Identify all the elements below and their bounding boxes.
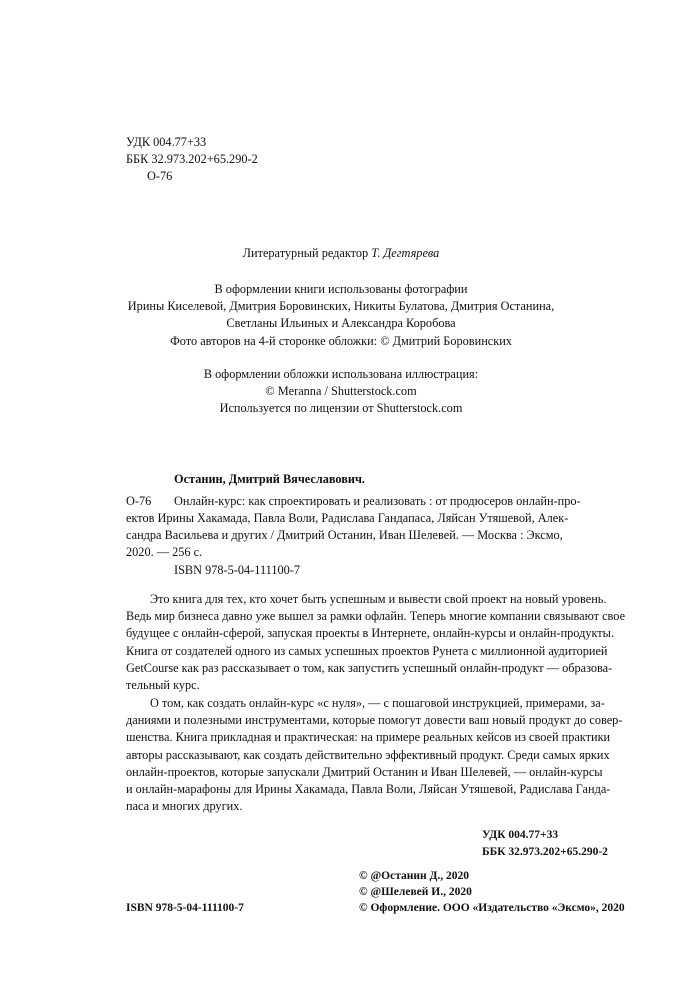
copyright-line: © @Останин Д., 2020 — [359, 870, 470, 882]
catalog-description-cont — [126, 510, 569, 562]
annotation-line: Книга от создателей одного из самых успешных проектов Рунета с миллионной аудиторией — [126, 643, 608, 658]
catalog-description-line: Онлайн-курс: как спроектировать и реализовать : от продюсеров онлайн-про- — [174, 494, 581, 508]
photo-credit-line: В оформлении книги использованы фотографии — [214, 282, 468, 296]
annotation-line: онлайн-проектов, которые запускали Дмитрий Останин и Иван Шелевей, — онлайн-курсы — [126, 764, 603, 779]
udk-code-bottom: УДК 004.77+33 — [482, 829, 559, 841]
photo-credit-line: Фото авторов на 4-й сторонке обложки: © Дмитрий Боровинских — [170, 333, 512, 348]
author-mark: О-76 — [147, 169, 173, 184]
editor-label: Литературный редактор — [242, 246, 369, 260]
annotation-line: О том, как создать онлайн-курс «с нуля», — с пошаговой инструкцией, примерами, за- — [150, 696, 605, 710]
annotation-line: паса и многих других. — [126, 799, 243, 814]
photo-credit-line: Светланы Ильиных и Александра Коробова — [226, 316, 456, 331]
catalog-author-heading: Останин, Дмитрий Вячеславович. — [174, 472, 365, 486]
annotation-line: даниями и полезными инструментами, которые помогут довести ваш новый продукт до совер- — [126, 713, 623, 728]
cover-credit-line: © Meranna / Shutterstock.com — [265, 384, 417, 399]
editor-credit — [0, 245, 682, 262]
annotation-paragraph-1 — [126, 591, 626, 694]
annotation-line: авторы рассказывают, как создать действительно эффективный продукт. Среди самых ярких — [126, 747, 610, 762]
cover-credits — [0, 366, 682, 418]
catalog-description-line: сандра Васильева и других / Дмитрий Останин, Иван Шелевей. — Москва : Эксмо, — [126, 528, 563, 543]
catalog-description-line: ектов Ирины Хакамада, Павла Воли, Радислава Гандапаса, Ляйсан Утяшевой, Алек- — [126, 511, 569, 525]
copyright-line: © @Шелевей И., 2020 — [359, 886, 472, 898]
annotation-line: тельный курс. — [126, 678, 200, 693]
catalog-mark: О-76 — [126, 494, 152, 508]
annotation-line: будущее с онлайн-сферой, запуская проекты в Интернете, онлайн-курсы и онлайн-продукты. — [126, 626, 615, 641]
annotation-line: шенства. Книга прикладная и практическая: на примере реальных кейсов из своей практики — [126, 730, 611, 745]
cover-credit-line: В оформлении обложки использована иллюстрация: — [203, 367, 479, 381]
photo-credit-line: Ирины Киселевой, Дмитрия Боровинских, Никиты Булатова, Дмитрия Останина, — [127, 299, 555, 314]
copyright-block — [359, 868, 625, 916]
catalog-description-line: 2020. — 256 с. — [126, 545, 203, 560]
annotation-paragraph-2 — [126, 695, 623, 815]
bottom-isbn: ISBN 978-5-04-111100-7 — [126, 902, 244, 914]
copyright-line: © Оформление. ООО «Издательство «Эксмо», 2020 — [359, 902, 625, 914]
annotation-line: Это книга для тех, кто хочет быть успешным и вывести свой проект на новый уровень. — [150, 592, 607, 606]
editor-name: Т. Дегтярева — [371, 246, 440, 260]
udk-code: УДК 004.77+33 — [126, 135, 207, 149]
catalog-isbn: ISBN 978-5-04-111100-7 — [174, 563, 301, 577]
cover-credit-line: Используется по лицензии от Shutterstock.com — [219, 401, 463, 416]
annotation-line: GetCourse как раз рассказывает о том, как запустить успешный онлайн-продукт — образова- — [126, 660, 613, 675]
bbk-code-bottom: ББК 32.973.202+65.290-2 — [482, 846, 608, 859]
top-classification-codes — [126, 134, 258, 186]
annotation-line: Ведь мир бизнеса давно уже вышел за рамки офлайн. Теперь многие компании связывают свое — [126, 609, 626, 624]
catalog-description — [174, 493, 581, 510]
bbk-code: ББК 32.973.202+65.290-2 — [126, 152, 258, 167]
bottom-classification-codes — [482, 827, 608, 861]
photo-credits — [0, 281, 682, 350]
annotation-line: и онлайн-марафоны для Ирины Хакамада, Павла Воли, Ляйсан Утяшевой, Радислава Ганда- — [126, 782, 611, 797]
